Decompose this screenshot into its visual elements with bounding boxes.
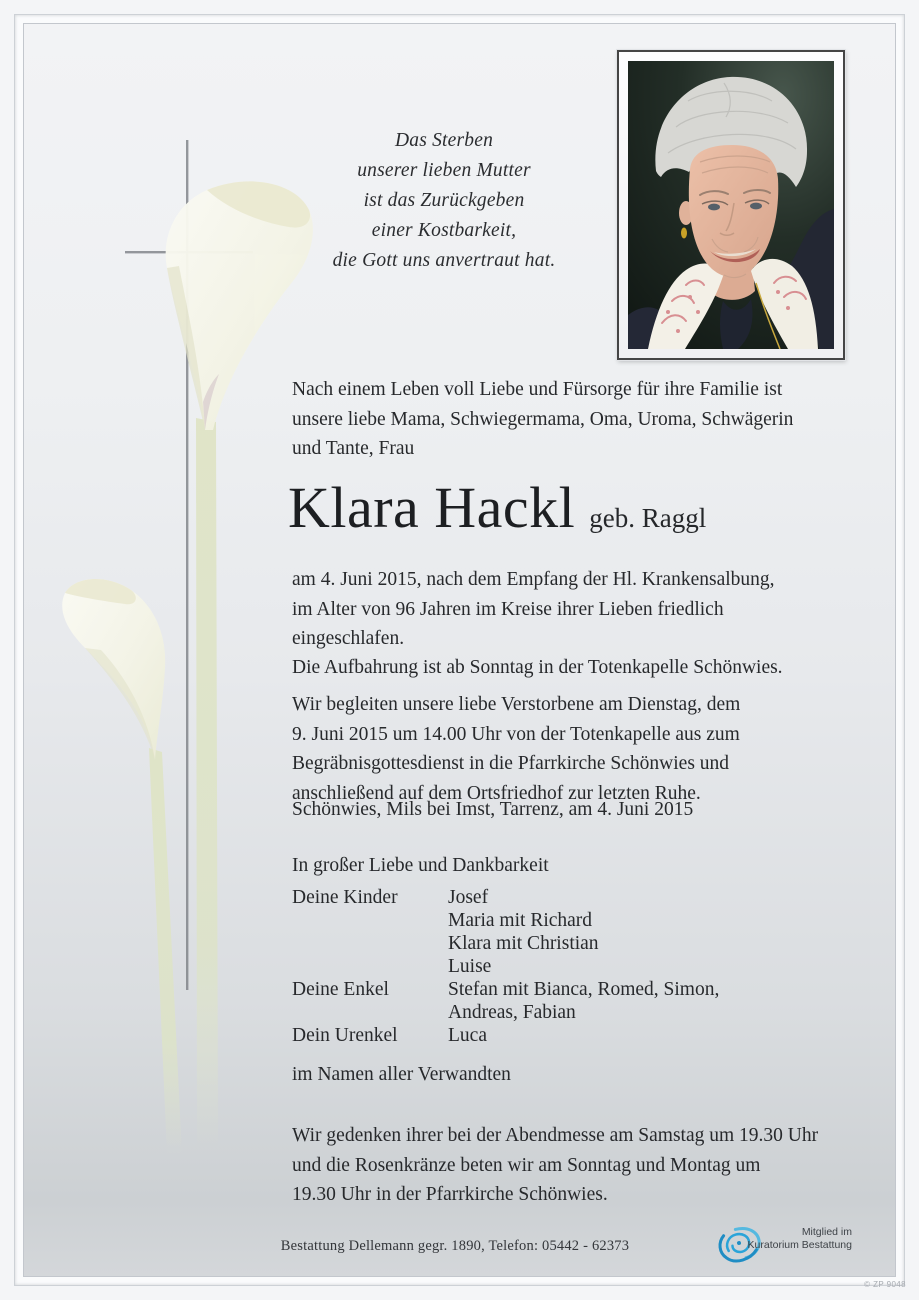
intro-text: Nach einem Leben voll Liebe und Fürsorge für ihre Familie ist unsere liebe Mama, Schwiegermama, Oma, Uroma, Schwägerin und Tante, Frau: [292, 379, 794, 459]
laying-out-notice: Die Aufbahrung ist ab Sonntag in der Totenkapelle Schönwies.: [292, 657, 783, 678]
family-relation-label: Deine Kinder: [292, 887, 398, 908]
closing-line: In großer Liebe und Dankbarkeit: [292, 855, 549, 876]
place-dateline: Schönwies, Mils bei Imst, Tarrenz, am 4. Juni 2015: [292, 799, 694, 820]
family-row: [292, 1024, 719, 1047]
memorial-mass-notice: Wir gedenken ihrer bei der Abendmesse am Samstag um 19.30 Uhr und die Rosenkränze beten wir am Sonntag und Montag um 19.30 Uhr in der Pfarrkirche Schönwies.: [292, 1125, 819, 1205]
death-details: am 4. Juni 2015, nach dem Empfang der Hl. Krankensalbung, im Alter von 96 Jahren im Kreise ihrer Lieben friedlich eingeschlafen.: [292, 569, 775, 649]
funeral-home-line: Bestattung Dellemann gegr. 1890, Telefon: 05442 - 62373: [280, 1238, 630, 1254]
deceased-name-row: [288, 474, 706, 541]
maiden-name: geb. Raggl: [589, 503, 707, 533]
portrait-illustration: [628, 61, 834, 349]
print-code: © ZP 9048: [864, 1280, 906, 1289]
family-names: Stefan mit Bianca, Romed, Simon, Andreas, Fabian: [448, 979, 720, 1023]
lily-stems: [149, 418, 218, 1154]
family-list: [292, 886, 719, 1047]
funeral-details: Wir begleiten unsere liebe Verstorbene am Dienstag, dem 9. Juni 2015 um 14.00 Uhr von der Totenkapelle aus zum Begräbnisgottesdienst in die Pfarrkirche Schönwies und anschließend auf dem Ortsfriedhof zur letzten Ruhe.: [292, 694, 741, 804]
calla-lily-bottom: [62, 579, 165, 760]
family-relation-label: Dein Urenkel: [292, 1025, 398, 1046]
family-names: Luca: [448, 1025, 487, 1046]
family-names: Josef Maria mit Richard Klara mit Christian Luise: [448, 887, 599, 977]
family-row: [292, 978, 719, 1024]
portrait-photo: [617, 50, 845, 360]
family-relation-label: Deine Enkel: [292, 979, 389, 1000]
opening-verse: Das Sterben unserer lieben Mutter ist das Zurückgeben einer Kostbarkeit, die Gott uns anvertraut hat.: [332, 130, 556, 271]
membership-text: Mitglied im Kuratorium Bestattung: [747, 1226, 852, 1251]
deceased-name: Klara Hackl: [288, 475, 576, 540]
family-row: [292, 886, 719, 978]
on-behalf-line: im Namen aller Verwandten: [292, 1064, 511, 1085]
